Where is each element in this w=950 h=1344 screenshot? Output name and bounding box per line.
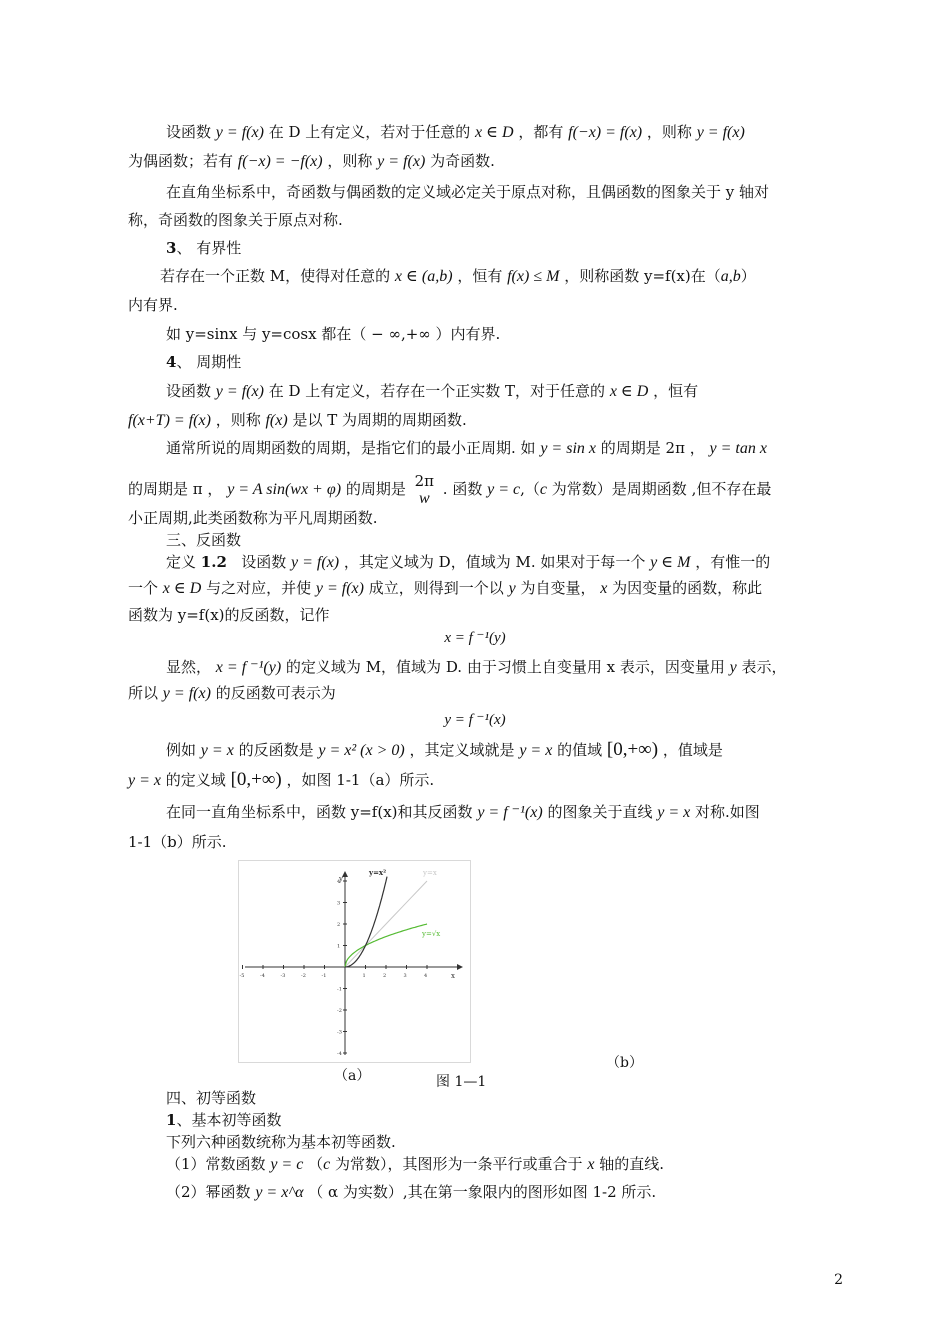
formula: y = c: [270, 1156, 304, 1173]
formula: x = f ⁻¹(y): [215, 659, 282, 676]
heading-number: 4: [166, 353, 177, 371]
heading-basic-elementary: [166, 1110, 281, 1130]
caption-a: （a）: [334, 1068, 371, 1084]
formula: y = f(x): [291, 554, 340, 571]
text: ，如图 1-1（a）所示.: [286, 771, 435, 789]
formula: f(x) ≤ M: [507, 268, 560, 285]
text: ，其定义域就是: [409, 741, 515, 759]
text: 为奇函数.: [430, 152, 495, 170]
text: 成立，则得到一个以: [368, 579, 504, 597]
formula: x ∈ D: [162, 580, 202, 597]
text: （2）幂函数: [166, 1183, 251, 1201]
formula: y = f ⁻¹(x): [477, 804, 543, 821]
formula: y: [508, 580, 516, 597]
x-tick-label: -4: [260, 973, 265, 979]
formula: f(−x) = f(x): [568, 124, 643, 141]
formula: x: [600, 580, 608, 597]
text: （ α 为实数）,其在第一象限内的图形如图 1-2 所示.: [308, 1183, 657, 1201]
text: （1）常数函数: [166, 1155, 266, 1173]
figure-caption: 图 1—1: [436, 1074, 487, 1090]
equation-inverse-2: y = f ⁻¹(x): [444, 712, 506, 728]
text: ，则称: [646, 123, 692, 141]
formula-interval: [0,+∞): [606, 739, 659, 760]
para-parity-line1: [166, 122, 745, 143]
text: 一个: [128, 579, 159, 597]
text: 为自变量，: [520, 579, 596, 597]
heading-number: 1: [166, 1111, 177, 1129]
text: 在同一直角坐标系中，函数 y=f(x)和其反函数: [166, 803, 473, 821]
formula: y = x: [128, 772, 161, 789]
text: 的值域: [557, 741, 603, 759]
text: 设函数: [166, 123, 212, 141]
text: 设函数: [166, 382, 212, 400]
formula: y = f(x): [215, 124, 264, 141]
para-symmetry-line2: 称，奇函数的图象关于原点对称.: [128, 211, 343, 229]
para-obviously-line1: [166, 657, 787, 678]
text: 的周期是: [345, 480, 406, 498]
text: （: [308, 1155, 324, 1173]
para-period-line1: [166, 381, 698, 402]
text: 与之对应，并使: [206, 579, 312, 597]
fraction: [415, 472, 434, 508]
formula: f(−x) = −f(x): [237, 153, 323, 170]
text: 表示，: [741, 658, 787, 676]
formula: f(x): [265, 412, 288, 429]
formula: y = x: [200, 742, 234, 759]
para-min-period-line1: [166, 438, 767, 459]
y-tick-label: -1: [337, 986, 342, 993]
text: ，都有: [518, 123, 564, 141]
para-example-line2: [128, 770, 434, 791]
text: 的周期是 2π ，: [600, 439, 705, 457]
definition-line2: [128, 578, 762, 599]
formula: x: [587, 1156, 595, 1173]
text: ，其定义域为 D，值域为 M. 如果对于每一个: [343, 553, 646, 571]
definition-number: 1.2: [200, 553, 227, 571]
formula-interval: [0,+∞): [230, 769, 282, 790]
curve-sqrt-x: [345, 924, 427, 967]
definition-line3: 函数为 y=f(x)的反函数，记作: [128, 606, 330, 624]
fraction-numerator: 2π: [414, 472, 435, 490]
y-tick-label: 4: [337, 879, 341, 885]
formula: y = c: [487, 481, 521, 498]
heading-periodicity: [166, 352, 241, 372]
heading-text: 、基本初等函数: [176, 1111, 282, 1129]
para-obviously-line2: [128, 683, 336, 704]
text: 为常数）是周期函数 ,但不存在最: [551, 480, 772, 498]
fraction-denominator: w: [418, 490, 430, 507]
para-bounded-line1: [160, 266, 756, 287]
formula: a,b: [720, 268, 741, 285]
figure-inverse-graph: [238, 860, 471, 1063]
y-tick-label: 3: [337, 900, 341, 907]
y-tick-label: 2: [337, 922, 341, 928]
section-elementary-title: 四、初等函数: [166, 1089, 257, 1107]
text: . 函数: [442, 480, 483, 498]
formula: y = A sin(wx + φ): [227, 481, 342, 498]
heading-text: 、 有界性: [176, 239, 242, 257]
formula: x ∈ D: [609, 383, 649, 400]
text: ，值域是: [662, 741, 723, 759]
text: 轴的直线.: [599, 1155, 664, 1173]
text: 例如: [166, 741, 197, 759]
text: 对称.如图: [695, 803, 760, 821]
text: 的反函数可表示为: [215, 684, 336, 702]
text: 为常数），其图形为一条平行或重合于: [335, 1155, 583, 1173]
label-x-squared: y=x²: [369, 868, 387, 877]
text: ，恒有: [653, 382, 699, 400]
formula: y = f(x): [162, 685, 211, 702]
definition-line1: [166, 552, 770, 573]
text: 若存在一个正数 M，使得对任意的: [160, 267, 391, 285]
para-constant-function: [166, 1154, 664, 1175]
y-tick-label: -3: [337, 1029, 342, 1036]
text: 的定义域: [165, 771, 226, 789]
text: 是以 T 为周期的周期函数.: [292, 411, 467, 429]
formula: f(x+T) = f(x): [128, 412, 211, 429]
label-y-equals-x: y=x: [423, 869, 437, 877]
formula: y = x: [657, 804, 691, 821]
text: 的图象关于直线: [547, 803, 653, 821]
y-tick-label: -2: [337, 1008, 342, 1014]
para-example-line1: [166, 740, 723, 761]
formula: y = f(x): [215, 383, 264, 400]
para-min-period-line3: 小正周期,此类函数称为平凡周期函数.: [128, 509, 378, 527]
text: 通常所说的周期函数的周期，是指它们的最小正周期. 如: [166, 439, 536, 457]
para-power-function: [166, 1182, 656, 1203]
formula: c: [539, 481, 548, 498]
formula: x ∈ D: [475, 124, 514, 141]
para-period-line2: [128, 410, 467, 431]
formula: y = f(x): [377, 153, 426, 170]
para-bounded-line2: 内有界.: [128, 296, 178, 314]
formula: y: [729, 659, 737, 676]
para-parity-line2: [128, 151, 495, 172]
x-tick-label: 1: [362, 973, 366, 979]
formula: y = x^α: [255, 1184, 304, 1201]
x-tick-label: 2: [383, 973, 387, 979]
x-tick-label: -5: [239, 973, 245, 979]
x-tick-label: 4: [424, 973, 428, 979]
text: 设函数: [241, 553, 287, 571]
y-axis-label: y: [339, 875, 343, 883]
formula: y = sin x: [540, 440, 596, 457]
y-tick-label: 1: [337, 943, 341, 950]
text: ，则称: [215, 411, 261, 429]
text: 所以: [128, 684, 159, 702]
text: 在 D 上有定义，若存在一个正实数 T，对于任意的: [268, 382, 606, 400]
text: 的反函数是: [238, 741, 314, 759]
formula: y = x: [519, 742, 553, 759]
para-bounded-example: 如 y=sinx 与 y=cosx 都在（ − ∞,+∞ ）内有界.: [166, 325, 501, 343]
para-symmetric-line2: 1-1（b）所示.: [128, 833, 227, 851]
label-sqrt-x: y=√x: [422, 930, 441, 938]
text: ）: [740, 267, 756, 285]
x-tick-label: -1: [321, 973, 327, 979]
text: 为因变量的函数，称此: [612, 579, 763, 597]
section-inverse-title: 三、反函数: [166, 531, 242, 549]
text: 的定义域为 M，值域为 D. 由于习惯上自变量用 x 表示，因变量用: [285, 658, 725, 676]
heading-number: 3: [166, 239, 177, 257]
graph-svg: [239, 861, 470, 1062]
para-symmetry-line1: 在直角坐标系中，奇函数与偶函数的定义域必定关于原点对称，且偶函数的图象关于 y 轴对: [166, 183, 770, 201]
definition-label: 定义: [166, 553, 197, 571]
text: ,（: [520, 480, 540, 498]
para-six-functions: 下列六种函数统称为基本初等函数.: [166, 1133, 396, 1151]
text: ，有惟一的: [695, 553, 771, 571]
formula: y = x² (x > 0): [318, 742, 405, 759]
text: ，则称: [327, 152, 373, 170]
y-tick-label: -4: [337, 1051, 342, 1057]
formula: x ∈ (a,b): [394, 268, 453, 285]
formula: y = f(x): [315, 580, 364, 597]
curve-x-squared: [345, 877, 387, 967]
x-axis-arrow-icon: [457, 964, 463, 970]
page-number: 2: [834, 1272, 843, 1288]
x-tick-label: 3: [403, 973, 407, 979]
text: 在 D 上有定义，若对于任意的: [268, 123, 471, 141]
curve-y-equals-x: [345, 881, 427, 967]
text: 为偶函数；若有: [128, 152, 234, 170]
caption-b: （b）: [606, 1055, 643, 1071]
text: 显然，: [166, 658, 212, 676]
text: ，恒有: [457, 267, 503, 285]
x-axis-label: x: [451, 972, 455, 980]
formula: y = tan x: [709, 440, 767, 457]
formula: y = f(x): [696, 124, 745, 141]
para-symmetric-line1: [166, 802, 760, 823]
heading-boundedness: [166, 238, 241, 258]
x-tick-label: -2: [301, 973, 306, 979]
x-tick-label: -3: [280, 973, 286, 979]
text: ，则称函数 y=f(x)在（: [564, 267, 721, 285]
text: 的周期是 π ，: [128, 480, 223, 498]
formula: c: [323, 1156, 331, 1173]
heading-text: 、 周期性: [176, 353, 242, 371]
equation-inverse-1: x = f ⁻¹(y): [444, 630, 506, 646]
formula: y ∈ M: [650, 554, 691, 571]
para-min-period-line2: [128, 472, 771, 508]
